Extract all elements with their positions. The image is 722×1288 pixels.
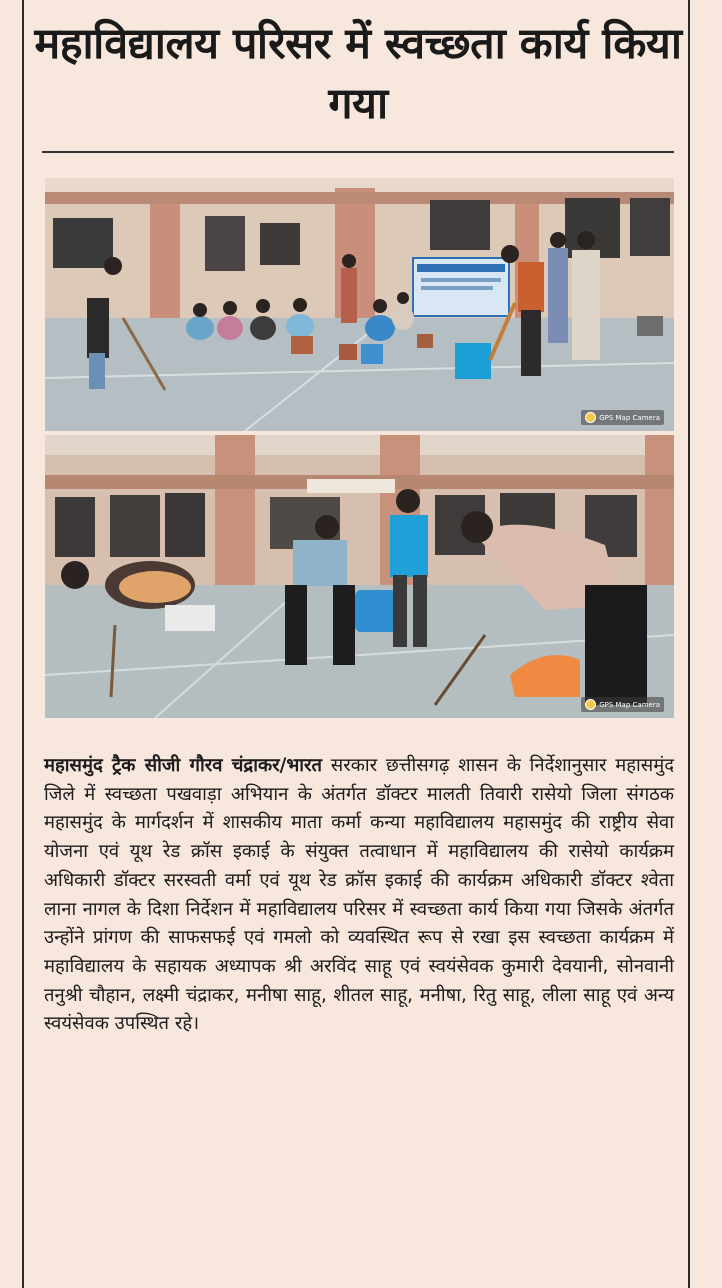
photo-1-camera-stamp <box>581 410 664 425</box>
headline: महाविद्यालय परिसर में स्वच्छता कार्य किया गया <box>34 19 682 129</box>
photo-1-illustration <box>45 178 674 431</box>
photo-2-stamp-text: GPS Map Camera <box>599 700 660 709</box>
photo-2-illustration <box>45 435 674 718</box>
camera-pin-icon <box>585 699 596 710</box>
camera-pin-icon <box>585 412 596 423</box>
photo-1-stamp-text: GPS Map Camera <box>599 413 660 422</box>
headline-divider <box>42 151 674 153</box>
article-text: सरकार छत्तीसगढ़ शासन के निर्देशानुसार महासमुंद जिले में स्वच्छता पखवाड़ा अभियान के अंतर्गत डॉक्टर मालती तिवारी रासेयो जिला संगठक महासमुंद के मार्गदर्शन में शासकीय माता कर्मा कन्या महाविद्यालय महासमुंद की राष्ट्रीय सेवा योजना एवं यूथ रेड क्रॉस इकाई के संयुक्त तत्वाधान में महाविद्यालय की रासेयो कार्यक्रम अधिकारी डॉक्टर सरस्वती वर्मा एवं यूथ रेड क्रॉस इकाई की कार्यक्रम अधिकारी डॉक्टर श्वेता लाना नागल के दिशा निर्देशन में महाविद्यालय परिसर में स्वच्छता कार्य किया गया जिसके अंतर्गत उन्होंने प्रांगण की साफसफई एवं गमलो को व्यवस्थित रूप से रखा इस स्वच्छता कार्यक्रम में महाविद्यालय के सहायक अध्यापक श्री अरविंद साहू एवं स्वयंसेवक कुमारी देवयानी, सोनवानी तनुश्री चौहान, लक्ष्मी चंद्राकर, मनीषा साहू, शीतल साहू, मनीषा, रितु साहू, लीला साहू एवं अन्य स्वयंसेवक उपस्थित रहे। <box>44 755 674 1035</box>
photo-students-sweeping <box>45 435 674 718</box>
photo-cleaning-courtyard <box>45 178 674 431</box>
article-body <box>44 752 674 1039</box>
article-byline: महासमुंद ट्रैक सीजी गौरव चंद्राकर/भारत <box>44 755 323 776</box>
photo-2-camera-stamp <box>581 697 664 712</box>
